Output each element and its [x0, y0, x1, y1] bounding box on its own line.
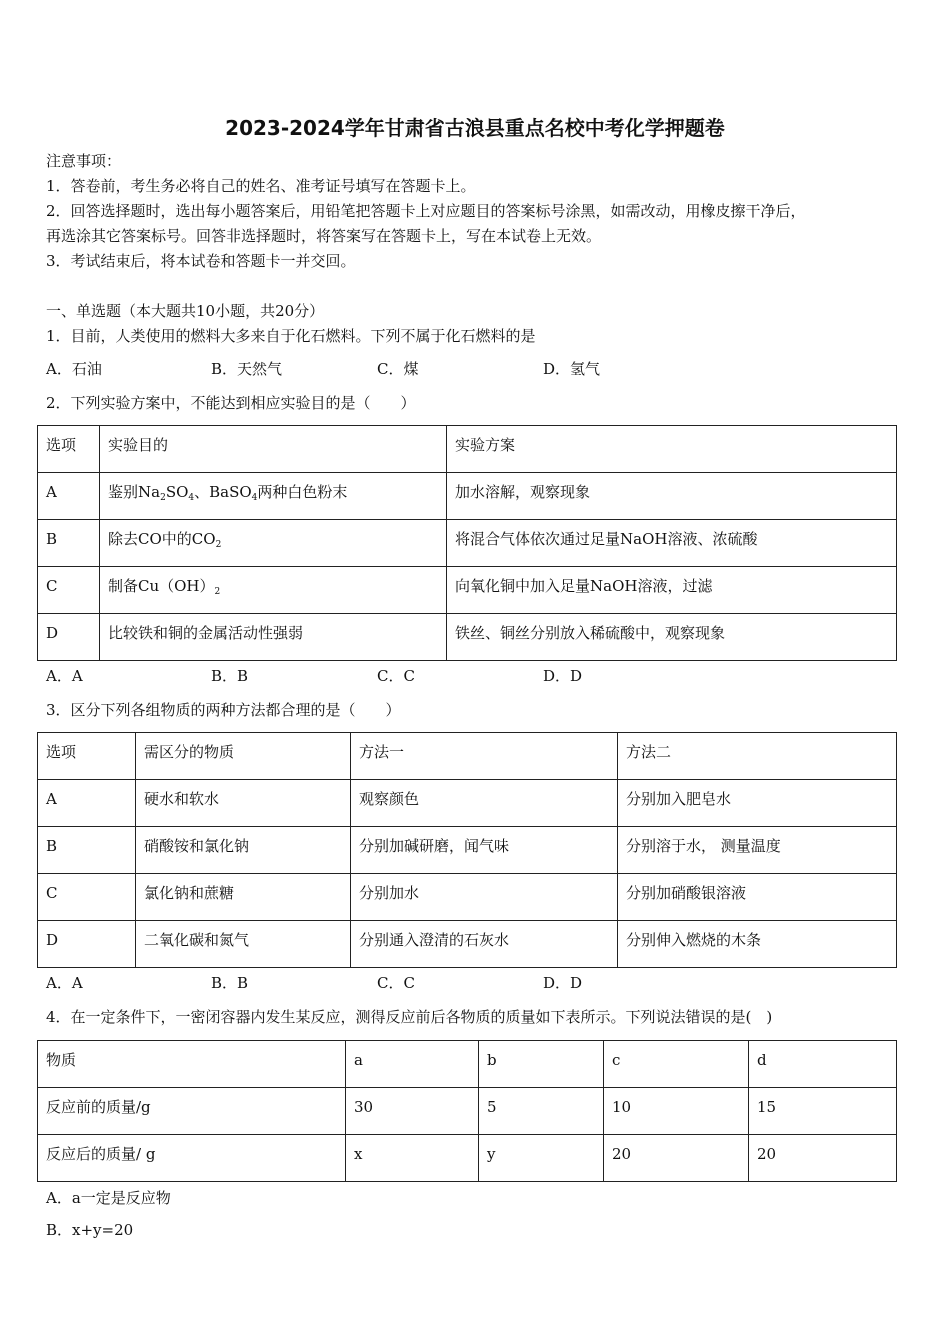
- table-header-cell: [38, 426, 100, 473]
- cell-text: c: [612, 1051, 621, 1069]
- table-cell: [346, 1135, 479, 1182]
- subscript: 2: [215, 540, 222, 550]
- table-cell: [346, 1088, 479, 1135]
- table-header-cell: [618, 733, 897, 780]
- table-cell: [100, 614, 447, 661]
- q3-option-b[interactable]: B．B: [211, 974, 249, 992]
- cell-text: A: [46, 483, 57, 501]
- cell-text: B: [46, 837, 58, 855]
- cell-text: 分别加硝酸银溶液: [626, 884, 747, 902]
- table-cell: [479, 1135, 604, 1182]
- cell-text: 需区分的物质: [144, 743, 235, 761]
- table-cell: [447, 520, 897, 567]
- table-cell: [351, 827, 618, 874]
- table-cell: [618, 874, 897, 921]
- table-header-row: [38, 426, 897, 473]
- cell-text: y: [487, 1145, 496, 1163]
- q1-option-a[interactable]: A．石油: [46, 360, 102, 378]
- cell-text: 观察颜色: [359, 790, 420, 808]
- cell-text: 硝酸铵和氯化钠: [144, 837, 250, 855]
- table-cell: [38, 1135, 346, 1182]
- table-cell: [447, 567, 897, 614]
- cell-text: 将混合气体依次通过足量NaOH溶液、浓硫酸: [455, 530, 758, 548]
- table-cell: [136, 780, 351, 827]
- table-header-cell: [604, 1041, 749, 1088]
- cell-text: 方法二: [626, 743, 672, 761]
- q2-option-c[interactable]: C．C: [377, 667, 415, 685]
- cell-text: 硬水和软水: [144, 790, 220, 808]
- table-cell: [136, 827, 351, 874]
- cell-text: 向氧化铜中加入足量NaOH溶液，过滤: [455, 577, 713, 595]
- question-3-stem: 3．区分下列各组物质的两种方法都合理的是（ ）: [46, 701, 401, 719]
- cell-text: 比较铁和铜的金属活动性强弱: [108, 624, 304, 642]
- table-cell: [618, 827, 897, 874]
- table-row: [38, 827, 897, 874]
- cell-text: C: [46, 884, 58, 902]
- q3-option-a[interactable]: A．A: [46, 974, 83, 992]
- cell-text: 反应前的质量/g: [46, 1098, 151, 1116]
- table-cell: [100, 567, 447, 614]
- cell-text: 制备Cu（OH）: [108, 577, 215, 595]
- subscript: 2: [214, 587, 221, 597]
- cell-text: a: [354, 1051, 363, 1069]
- table-cell: [100, 473, 447, 520]
- q3-table: [37, 732, 897, 968]
- cell-text: 二氧化碳和氮气: [144, 931, 250, 949]
- q4-option-b[interactable]: B．x+y=20: [46, 1221, 134, 1239]
- cell-text: D: [46, 931, 59, 949]
- table-cell: [749, 1088, 897, 1135]
- cell-text: 分别通入澄清的石灰水: [359, 931, 510, 949]
- table-cell: [100, 520, 447, 567]
- table-cell: [38, 520, 100, 567]
- cell-text: 20: [612, 1145, 632, 1163]
- cell-text: 选项: [46, 743, 77, 761]
- cell-text: A: [46, 790, 57, 808]
- q2-option-b[interactable]: B．B: [211, 667, 249, 685]
- q4-option-a[interactable]: A．a一定是反应物: [46, 1189, 171, 1207]
- table-row: [38, 520, 897, 567]
- question-1-stem: 1．目前，人类使用的燃料大多来自于化石燃料。下列不属于化石燃料的是: [46, 327, 536, 345]
- table-header-row: [38, 733, 897, 780]
- cell-text: 除去CO中的CO: [108, 530, 216, 548]
- cell-text: 10: [612, 1098, 632, 1116]
- table-cell: [604, 1088, 749, 1135]
- cell-text: b: [487, 1051, 497, 1069]
- table-cell: [351, 780, 618, 827]
- table-header-cell: [479, 1041, 604, 1088]
- table-cell: [479, 1088, 604, 1135]
- table-cell: [38, 780, 136, 827]
- cell-text: 15: [757, 1098, 777, 1116]
- table-header-cell: [346, 1041, 479, 1088]
- table-row: [38, 874, 897, 921]
- page-title: 2023-2024学年甘肃省古浪县重点名校中考化学押题卷: [225, 116, 725, 140]
- question-4-stem: 4．在一定条件下，一密闭容器内发生某反应，测得反应前后各物质的质量如下表所示。下列说法错误的是( ): [46, 1008, 773, 1026]
- cell-text: 实验方案: [455, 436, 516, 454]
- table-cell: [38, 874, 136, 921]
- table-cell: [38, 567, 100, 614]
- table-cell: [136, 921, 351, 968]
- table-header-cell: [136, 733, 351, 780]
- table-row: [38, 780, 897, 827]
- table-cell: [351, 874, 618, 921]
- cell-text: C: [46, 577, 58, 595]
- table-cell: [136, 874, 351, 921]
- table-header-cell: [38, 1041, 346, 1088]
- table-cell: [38, 614, 100, 661]
- cell-text: 两种白色粉末: [257, 483, 348, 501]
- table-cell: [749, 1135, 897, 1182]
- q4-table: [37, 1040, 897, 1182]
- cell-text: 5: [487, 1098, 497, 1116]
- cell-text: 加水溶解，观察现象: [455, 483, 591, 501]
- cell-text: 物质: [46, 1051, 77, 1069]
- table-header-cell: [447, 426, 897, 473]
- cell-text: 方法一: [359, 743, 405, 761]
- cell-text: 鉴别Na: [108, 483, 161, 501]
- table-cell: [618, 780, 897, 827]
- table-header-row: [38, 1041, 897, 1088]
- cell-text: SO: [165, 483, 189, 501]
- table-row: [38, 921, 897, 968]
- table-cell: [38, 1088, 346, 1135]
- notice-line: 3．考试结束后，将本试卷和答题卡一并交回。: [46, 252, 356, 270]
- section-heading: 一、单选题（本大题共10小题，共20分）: [46, 302, 325, 320]
- notice-line: 再选涂其它答案标号。回答非选择题时，将答案写在答题卡上，写在本试卷上无效。: [46, 227, 602, 245]
- table-row: [38, 614, 897, 661]
- table-cell: [447, 614, 897, 661]
- table-cell: [604, 1135, 749, 1182]
- table-cell: [447, 473, 897, 520]
- cell-text: 30: [354, 1098, 374, 1116]
- notice-line: 2．回答选择题时，选出每小题答案后，用铅笔把答题卡上对应题目的答案标号涂黑，如需改动，用橡皮擦干净后，: [46, 202, 806, 220]
- table-header-cell: [38, 733, 136, 780]
- q3-option-d[interactable]: D．D: [543, 974, 583, 992]
- table-header-cell: [100, 426, 447, 473]
- subscript: 4: [188, 493, 195, 503]
- subscript: 2: [160, 493, 166, 503]
- cell-text: x: [354, 1145, 363, 1163]
- q1-option-b[interactable]: B．天然气: [211, 360, 283, 378]
- cell-text: d: [757, 1051, 767, 1069]
- cell-text: 20: [757, 1145, 777, 1163]
- q1-option-c[interactable]: C．煤: [377, 360, 419, 378]
- cell-text: B: [46, 530, 58, 548]
- table-row: [38, 1088, 897, 1135]
- cell-text: D: [46, 624, 59, 642]
- q2-option-a[interactable]: A．A: [46, 667, 83, 685]
- cell-text: 选项: [46, 436, 77, 454]
- q3-option-c[interactable]: C．C: [377, 974, 415, 992]
- table-cell: [351, 921, 618, 968]
- q1-option-d[interactable]: D．氢气: [543, 360, 601, 378]
- table-header-cell: [351, 733, 618, 780]
- cell-text: 分别加入肥皂水: [626, 790, 732, 808]
- q2-table: [37, 425, 897, 661]
- table-cell: [38, 473, 100, 520]
- notice-line: 1．答卷前，考生务必将自己的姓名、准考证号填写在答题卡上。: [46, 177, 476, 195]
- table-row: [38, 473, 897, 520]
- cell-text: 分别伸入燃烧的木条: [626, 931, 762, 949]
- cell-text: 、BaSO: [194, 483, 252, 501]
- cell-text: 分别溶于水， 测量温度: [626, 837, 781, 855]
- table-row: [38, 567, 897, 614]
- cell-text: 分别加碱研磨，闻气味: [359, 837, 510, 855]
- cell-text: 铁丝、铜丝分别放入稀硫酸中，观察现象: [455, 624, 726, 642]
- q2-option-d[interactable]: D．D: [543, 667, 583, 685]
- table-header-cell: [749, 1041, 897, 1088]
- subscript: 4: [251, 493, 258, 503]
- question-2-stem: 2．下列实验方案中，不能达到相应实验目的是（ ）: [46, 394, 416, 412]
- table-cell: [618, 921, 897, 968]
- table-cell: [38, 921, 136, 968]
- cell-text: 实验目的: [108, 436, 169, 454]
- table-row: [38, 1135, 897, 1182]
- notice-heading: 注意事项：: [46, 152, 122, 170]
- cell-text: 分别加水: [359, 884, 420, 902]
- cell-text: 氯化钠和蔗糖: [144, 884, 235, 902]
- table-cell: [38, 827, 136, 874]
- cell-text: 反应后的质量/ g: [46, 1145, 156, 1163]
